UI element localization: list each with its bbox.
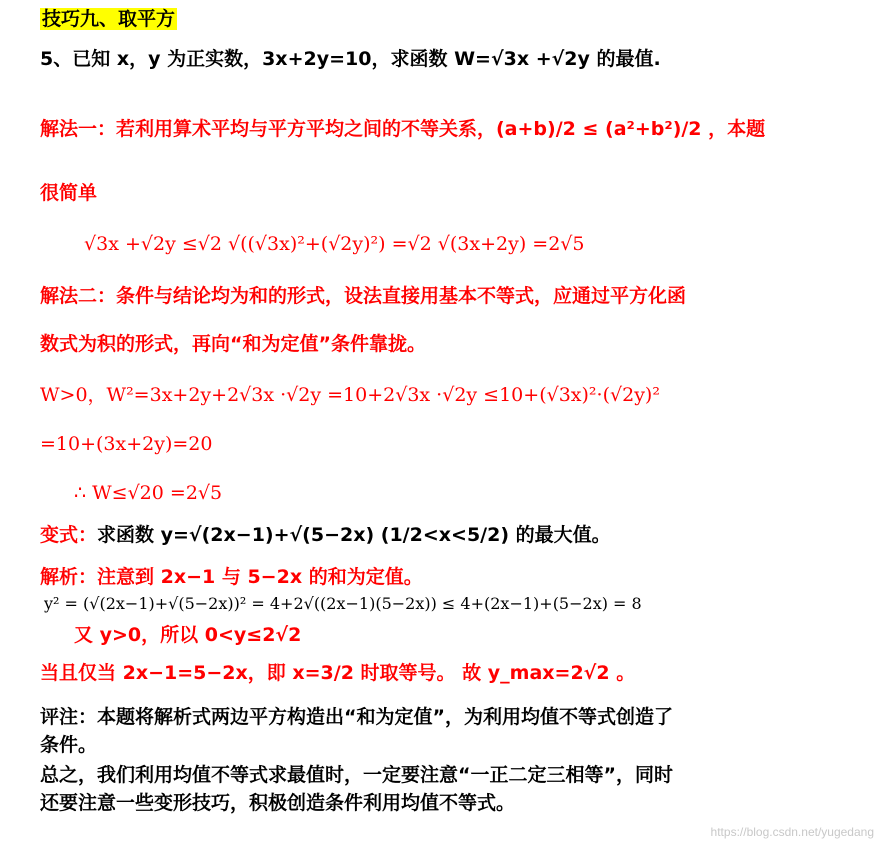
comment-line1: 评注：本题将解析式两边平方构造出“和为定值”，为利用均值不等式创造了 xyxy=(40,706,673,728)
summary-line1: 总之，我们利用均值不等式求最值时，一定要注意“一正二定三相等”，同时 xyxy=(40,764,673,786)
method1-formula: √3x +√2y ≤√2 √((√3x)²+(√2y)²) =√2 √(3x+2y) =2√5 xyxy=(84,233,585,255)
analysis-formula: y² = (√(2x−1)+√(5−2x))² = 4+2√((2x−1)(5−2x)) ≤ 4+(2x−1)+(5−2x) = 8 xyxy=(44,594,642,613)
method2-line1: 解法二：条件与结论均为和的形式，设法直接用基本不等式，应通过平方化函 xyxy=(40,285,687,307)
method1-continuation: 很简单 xyxy=(40,182,98,204)
variant-problem xyxy=(40,524,611,547)
variant-text: 求函数 y=√(2x−1)+√(5−2x) (1/2<x<5/2) 的最大值。 xyxy=(97,524,611,546)
method1-intro: 解法一：若利用算术平均与平方平均之间的不等关系，(a+b)/2 ≤ (a²+b²)/2 ，本题 xyxy=(40,118,766,140)
method2-line2: 数式为积的形式，再向“和为定值”条件靠拢。 xyxy=(40,333,426,355)
method2-formula2: =10+(3x+2y)=20 xyxy=(40,433,213,455)
analysis-positive: 又 y>0，所以 0<y≤2√2 xyxy=(74,624,302,646)
problem-statement: 5、已知 x，y 为正实数，3x+2y=10，求函数 W=√3x +√2y 的最值. xyxy=(40,48,661,70)
analysis-equality: 当且仅当 2x−1=5−2x，即 x=3/2 时取等号。 故 y_max=2√2 。 xyxy=(40,662,636,684)
variant-label: 变式： xyxy=(40,524,98,546)
watermark: https://blog.csdn.net/yugedang xyxy=(710,825,874,839)
section-title: 技巧九、取平方 xyxy=(42,8,176,30)
comment-line2: 条件。 xyxy=(40,734,98,756)
summary-line2: 还要注意一些变形技巧，积极创造条件利用均值不等式。 xyxy=(40,792,516,814)
analysis-intro: 解析：注意到 2x−1 与 5−2x 的和为定值。 xyxy=(40,566,423,588)
method2-conclusion: ∴ W≤√20 =2√5 xyxy=(74,482,223,504)
method2-formula1: W>0，W²=3x+2y+2√3x ·√2y =10+2√3x ·√2y ≤10+(√3x)²·(√2y)² xyxy=(40,384,660,406)
